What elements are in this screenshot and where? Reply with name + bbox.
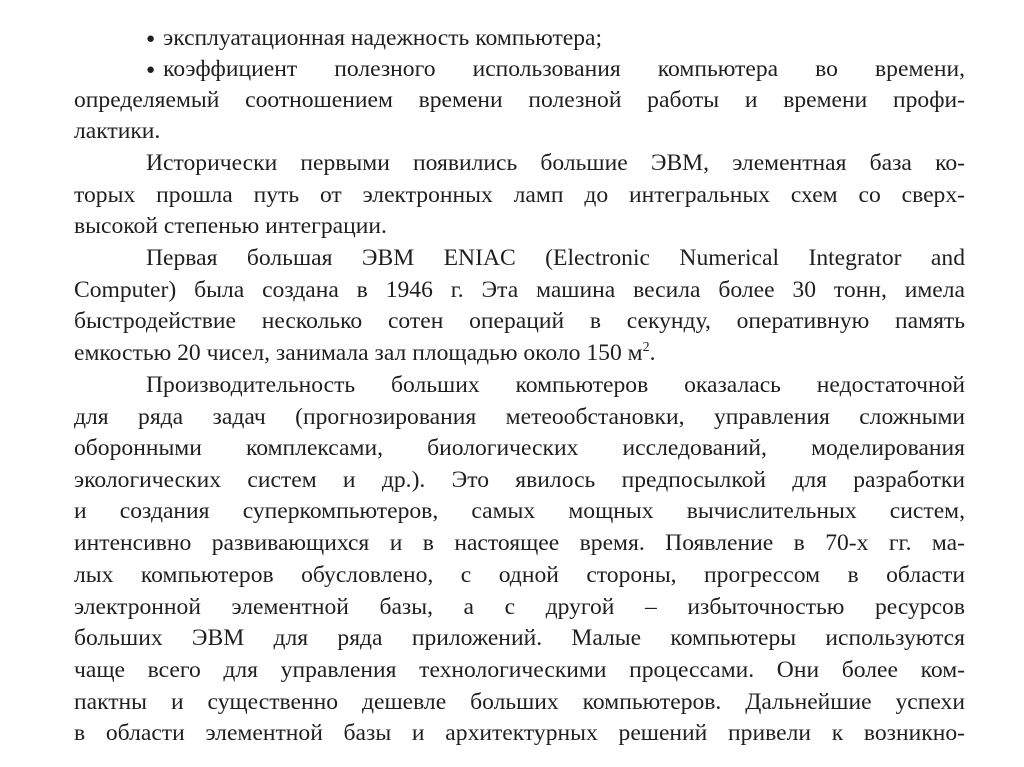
text-line: для ряда задач (прогнозирования метеообстановки, управления сложными — [74, 404, 965, 430]
bullet-item — [146, 54, 965, 85]
text-line: и создания суперкомпьютеров, самых мощных вычислительных систем, — [74, 498, 965, 524]
text-line: пактны и существенно дешевле больших компьютеров. Дальнейшие успехи — [74, 689, 965, 715]
text-line: емкостью 20 чисел, занимала зал площадью около 150 м — [74, 340, 643, 366]
text-line: лых компьютеров обусловлено, с одной стороны, прогрессом в области — [74, 562, 965, 588]
bullet-marker: ● — [146, 62, 156, 78]
paragraph-first-line: Производительность больших компьютеров оказалась недостаточной — [146, 372, 965, 398]
superscript: 2 — [642, 340, 650, 355]
text-line: Computer) была создана в 1946 г. Эта машина весила более 30 тонн, имела — [74, 277, 965, 303]
text-line: экологических систем и др.). Это явилось предпосылкой для разработки — [74, 467, 965, 493]
text-line-with-superscript — [74, 338, 965, 369]
text-line: больших ЭВМ для ряда приложений. Малые компьютеры используются — [74, 625, 965, 651]
bullet-item — [146, 23, 965, 54]
text-line: электронной элементной базы, а с другой – избыточностью ресурсов — [74, 594, 965, 620]
text-line: интенсивно развивающихся и в настоящее время. Появление в 70-х гг. ма- — [74, 530, 965, 556]
text-line: быстродействие несколько сотен операций в секунду, оперативную память — [74, 308, 965, 334]
text-line: торых прошла путь от электронных ламп до интегральных схем со сверх- — [74, 182, 965, 208]
text-line: высокой степенью интеграции. — [74, 213, 387, 239]
text-line: чаще всего для управления технологическими процессами. Они более ком- — [74, 657, 965, 683]
text-line: в области элементной базы и архитектурных решений привели к возникно- — [74, 720, 965, 746]
text-line: определяемый соотношением времени полезной работы и времени профи- — [74, 87, 965, 113]
paragraph-first-line: Первая большая ЭВМ ENIAC (Electronic Numerical Integrator and — [146, 245, 965, 271]
paragraph-first-line: Исторически первыми появились большие ЭВМ, элементная база ко- — [146, 150, 965, 176]
text-line: оборонными комплексами, биологических исследований, моделирования — [74, 435, 965, 461]
text-line: коэффициент полезного использования компьютера во времени, — [163, 56, 965, 82]
text-line: лактики. — [74, 118, 161, 144]
text-line: эксплуатационная надежность компьютера; — [163, 25, 603, 51]
bullet-marker: ● — [146, 31, 156, 47]
final-punctuation: . — [649, 340, 656, 366]
